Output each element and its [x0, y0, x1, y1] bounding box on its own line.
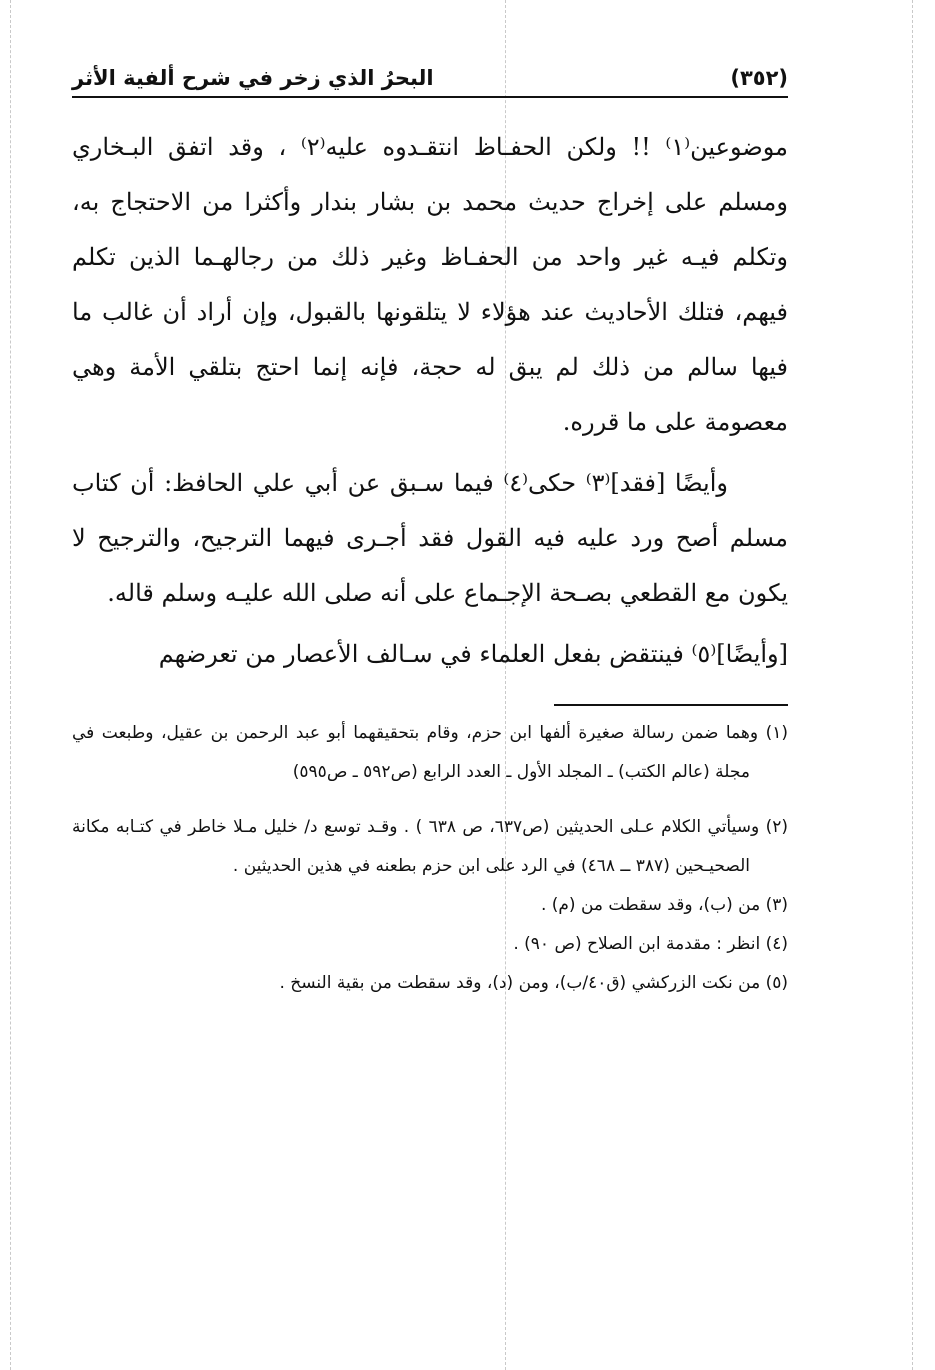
- footnotes: [72, 714, 788, 1003]
- paragraph: [وأيضًا]⁽٥⁾ فينتقض بفعل العلماء في سـالف الأعصار من تعرضهم: [158, 640, 788, 668]
- paragraph: موضوعين⁽١⁾ !! ولكن الحفـاظ انتقـدوه عليه⁽٢⁾ ، وقد اتفق البـخاري ومسلم على إخراج حديث محمد بن بشار بندار وأكثرا من الاحتجاج به، وتكلم فيـه غير واحد من الحفـاظ وغير ذلك من رجالهـما الذين تكلم فيهم، فتلك الأحاديث عند هؤلاء لا يتلقونها بالقبول، وإن أراد أن غالب ما فيها سالم من ذلك لم يبق له حجة، فإنه إنما احتج بتلقي الأمة وهي معصومة على ما قرره.: [72, 133, 788, 436]
- binding-edge-mark: [10, 0, 11, 1370]
- book-title: البحرُ الذي زخر في شرح ألفية الأثر: [72, 66, 434, 90]
- footnote: (٤) انظر : مقدمة ابن الصلاح (ص ٩٠) .: [513, 934, 788, 954]
- footnote: (١) وهما ضمن رسالة صغيرة ألفها ابن حزم، وقام بتحقيقهما أبو عبد الرحمن بن عقيل، وطبعت في مجلة (عالم الكتب) ـ المجلد الأول ـ العدد الرابع (ص٥٩٢ ـ ص٥٩٥): [72, 723, 788, 782]
- footnote: (٣) من (ب)، وقد سقطت من (م) .: [540, 895, 788, 915]
- footnote: (٥) من نكت الزركشي (ق٤٠/ب)، ومن (د)، وقد سقطت من بقية النسخ .: [279, 973, 788, 993]
- footnote-separator: [554, 704, 788, 706]
- paragraph: وأيضًا [فقد]⁽٣⁾ حكى⁽٤⁾ فيما سـبق عن أبي علي الحافظ: أن كتاب مسلم أصح ورد عليه فيه القول فقد أجـرى فيهما الترجيح، والترجيح لا يكون مع القطعي بصـحة الإجـماع على أنه صلى الله عليـه وسلم قاله.: [72, 469, 788, 607]
- page-edge-mark: [912, 0, 913, 1370]
- main-text: [72, 120, 788, 682]
- footnote: (٢) وسيأتي الكلام عـلى الحديثين (ص٦٣٧، ص ٦٣٨ ) . وقـد توسع د/ خليل مـلا خاطر في كتـابه مكانة الصحيـحين (٣٨٧ ــ ٤٦٨) في الرد على ابن حزم بطعنه في هذين الحديثين .: [72, 817, 788, 876]
- page-number: (٣٥٢): [730, 66, 788, 90]
- book-page: [72, 60, 788, 1300]
- running-header: [72, 60, 788, 98]
